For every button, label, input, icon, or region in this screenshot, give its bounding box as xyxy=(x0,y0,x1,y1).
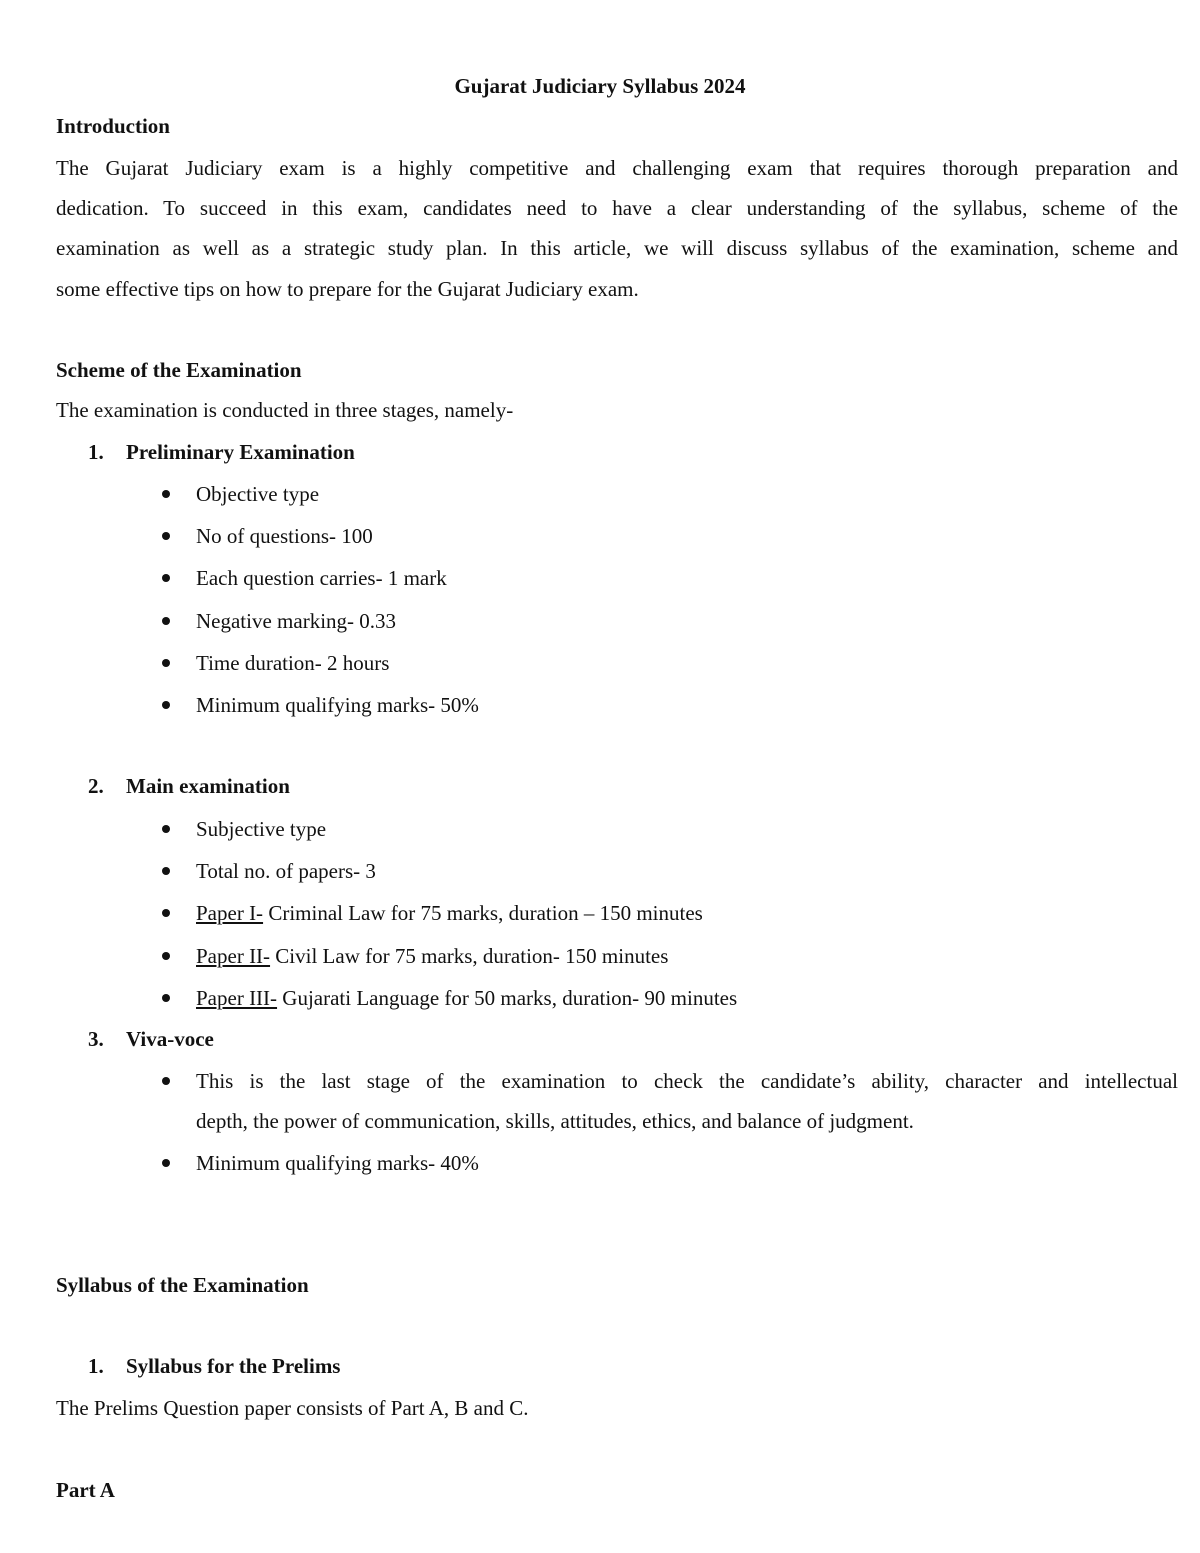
introduction-heading: Introduction xyxy=(56,114,170,138)
paper-2-item xyxy=(196,944,668,968)
stage-3-bullet-1-line-1: This is the last stage of the examination to check the candidate’s ability, character and intellectual xyxy=(196,1069,1178,1093)
bullet-icon xyxy=(162,617,170,625)
paper-1-label: Paper I- xyxy=(196,901,264,925)
stage-3-bullet-2: Minimum qualifying marks- 40% xyxy=(196,1151,479,1175)
stage-1-bullet-2: No of questions- 100 xyxy=(196,524,373,548)
bullet-icon xyxy=(162,490,170,498)
paper-2-label: Paper II- xyxy=(196,944,271,968)
stage-3-title: Viva-voce xyxy=(126,1027,214,1051)
introduction-line-3: examination as well as a strategic study plan. In this article, we will discuss syllabus of the examination, scheme and xyxy=(56,236,1178,260)
paper-3-text: Gujarati Language for 50 marks, duration- 90 minutes xyxy=(277,986,738,1010)
scheme-heading: Scheme of the Examination xyxy=(56,358,302,382)
stage-3-bullet-1-line-2: depth, the power of communication, skills, attitudes, ethics, and balance of judgment. xyxy=(196,1109,914,1133)
paper-1-text: Criminal Law for 75 marks, duration – 150 minutes xyxy=(263,901,703,925)
part-a-heading: Part A xyxy=(56,1478,115,1502)
scheme-intro: The examination is conducted in three stages, namely- xyxy=(56,398,514,422)
syllabus-heading: Syllabus of the Examination xyxy=(56,1273,309,1297)
stage-1-bullet-3: Each question carries- 1 mark xyxy=(196,566,447,590)
stage-1-bullet-1: Objective type xyxy=(196,482,320,506)
syllabus-intro: The Prelims Question paper consists of Part A, B and C. xyxy=(56,1396,529,1420)
bullet-icon xyxy=(162,1159,170,1167)
paper-3-item xyxy=(196,986,737,1010)
bullet-icon xyxy=(162,952,170,960)
stage-2-title: Main examination xyxy=(126,774,290,798)
bullet-icon xyxy=(162,867,170,875)
stage-1-bullet-6: Minimum qualifying marks- 50% xyxy=(196,693,479,717)
introduction-line-2: dedication. To succeed in this exam, candidates need to have a clear understanding of the syllabus, scheme of the xyxy=(56,196,1178,220)
syllabus-item-number: 1. xyxy=(88,1354,104,1378)
paper-1-item xyxy=(196,901,703,925)
paper-3-label: Paper III- xyxy=(196,986,278,1010)
stage-1-bullet-4: Negative marking- 0.33 xyxy=(196,609,397,633)
paper-2-text: Civil Law for 75 marks, duration- 150 minutes xyxy=(270,944,669,968)
bullet-icon xyxy=(162,1077,170,1085)
stage-1-number: 1. xyxy=(88,440,104,464)
bullet-icon xyxy=(162,909,170,917)
stage-1-bullet-5: Time duration- 2 hours xyxy=(196,651,390,675)
stage-2-bullet-1: Subjective type xyxy=(196,817,327,841)
document-title: Gujarat Judiciary Syllabus 2024 xyxy=(454,74,746,98)
bullet-icon xyxy=(162,701,170,709)
introduction-line-4: some effective tips on how to prepare for the Gujarat Judiciary exam. xyxy=(56,277,639,301)
bullet-icon xyxy=(162,659,170,667)
syllabus-item-title: Syllabus for the Prelims xyxy=(126,1354,341,1378)
bullet-icon xyxy=(162,574,170,582)
stage-3-number: 3. xyxy=(88,1027,104,1051)
stage-2-bullet-2: Total no. of papers- 3 xyxy=(196,859,376,883)
bullet-icon xyxy=(162,532,170,540)
bullet-icon xyxy=(162,825,170,833)
introduction-line-1: The Gujarat Judiciary exam is a highly competitive and challenging exam that requires thorough preparation and xyxy=(56,156,1178,180)
bullet-icon xyxy=(162,994,170,1002)
stage-2-number: 2. xyxy=(88,774,104,798)
stage-1-title: Preliminary Examination xyxy=(126,440,355,464)
